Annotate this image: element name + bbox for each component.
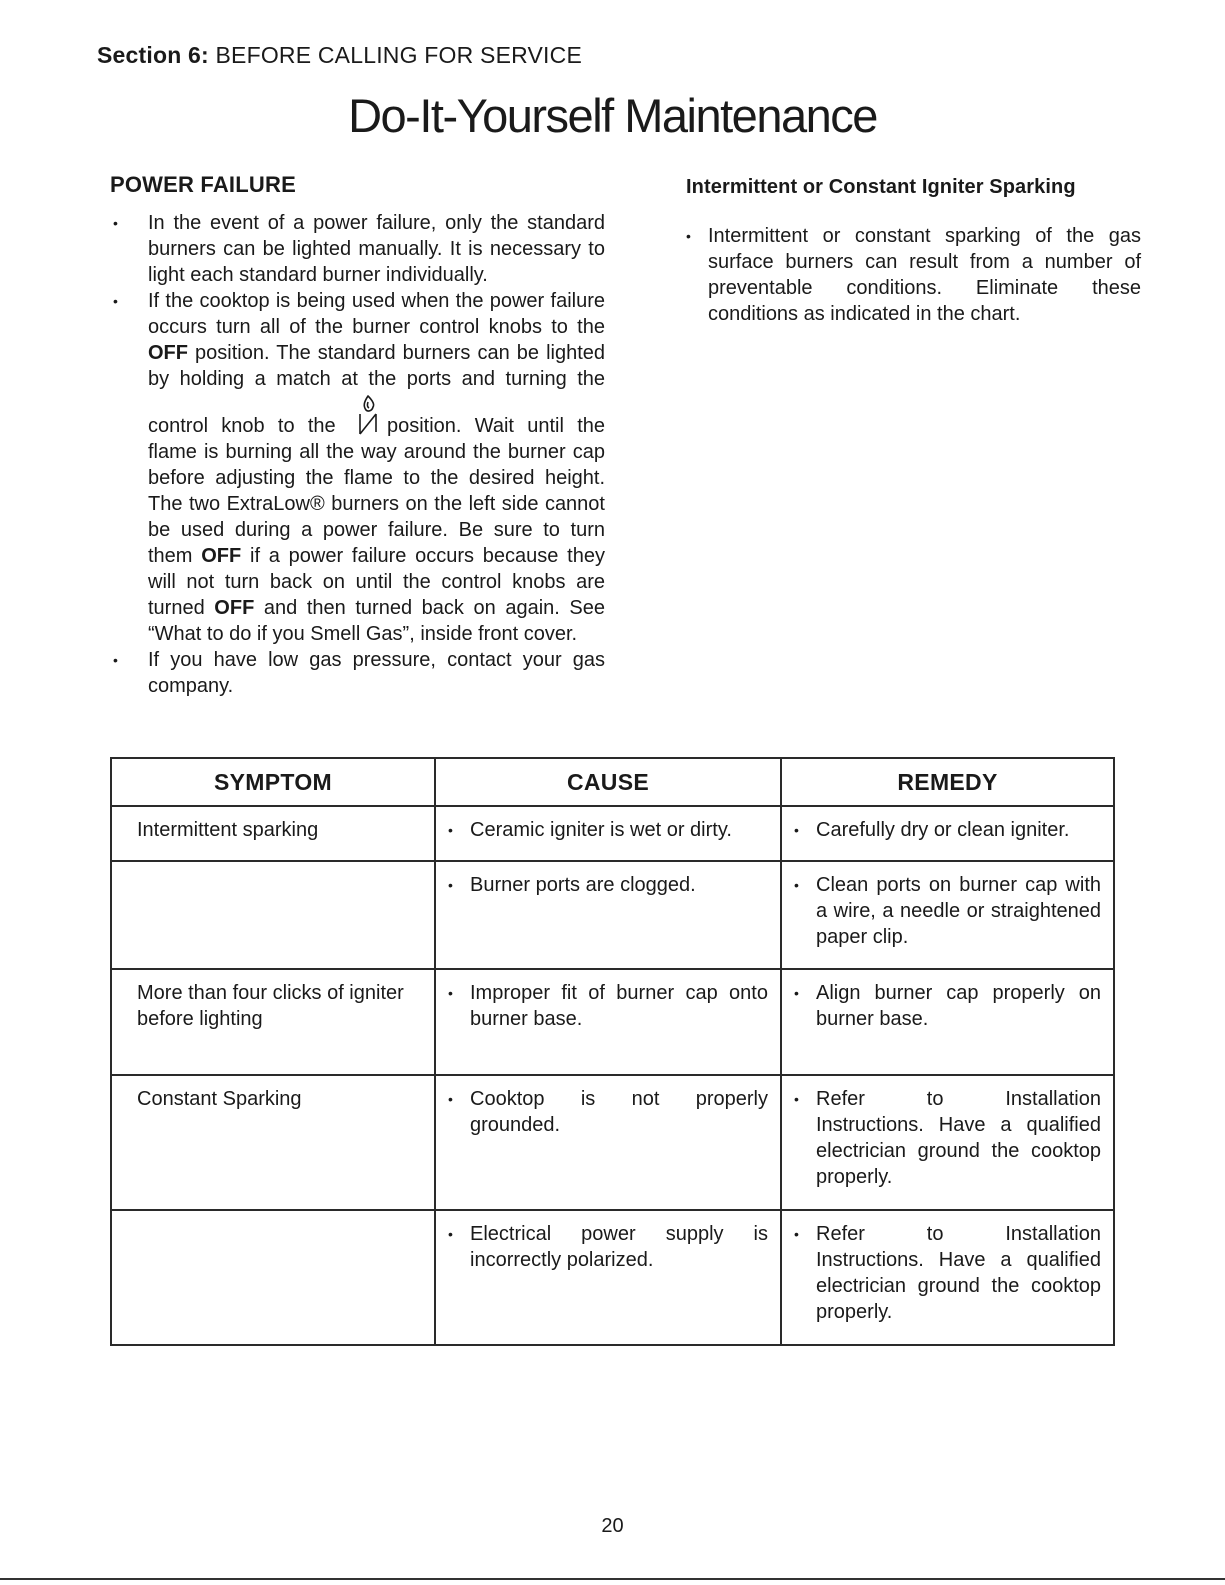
bullet-dot: • [794, 1226, 799, 1242]
cause-header: CAUSE [435, 758, 781, 806]
remedy-cell [781, 969, 1114, 1075]
symptom-cell [111, 1210, 435, 1345]
cause-cell [435, 1075, 781, 1210]
symptom-header: SYMPTOM [111, 758, 435, 806]
cause-cell [435, 861, 781, 969]
list-item [110, 647, 605, 699]
remedy-text: Align burner cap properly on burner base. [816, 982, 1101, 1030]
bullet-dot: • [686, 228, 691, 244]
bullet-dot: • [448, 822, 453, 838]
cause-text: Electrical power supply is incorrectly polarized. [470, 1223, 768, 1271]
off-keyword: OFF [201, 545, 242, 567]
cause-text: Cooktop is not properly grounded. [470, 1088, 768, 1136]
list-item [110, 210, 605, 288]
remedy-text: Clean ports on burner cap with a wire, a needle or straightened paper clip. [816, 874, 1101, 948]
igniter-sparking-heading: Intermittent or Constant Igniter Sparking [686, 176, 1076, 198]
bullet-dot: • [113, 293, 118, 309]
remedy-cell [781, 806, 1114, 861]
remedy-cell [781, 1210, 1114, 1345]
remedy-cell [781, 1075, 1114, 1210]
list-item [686, 223, 1141, 327]
bullet-dot: • [448, 1091, 453, 1107]
section-name: BEFORE CALLING FOR SERVICE [215, 42, 582, 68]
power-failure-bullet-1: In the event of a power failure, only the standard burners can be lighted manually. It is necessary to light each standard burner individually. [148, 212, 605, 286]
cause-cell [435, 969, 781, 1075]
igniter-sparking-section [686, 176, 1141, 327]
power-failure-bullet-2-text: position. Wait until the flame is burning all the way around the burner cap before adjusting the flame to the desired height. The two ExtraLow® burners on the left side cannot be used during a power failure. Be sure to turn them [148, 415, 605, 567]
remedy-header: REMEDY [781, 758, 1114, 806]
power-failure-bullet-3: If you have low gas pressure, contact your gas company. [148, 649, 605, 697]
page-title: Do-It-Yourself Maintenance [348, 89, 877, 142]
cause-cell [435, 1210, 781, 1345]
bullet-dot: • [794, 1091, 799, 1107]
off-keyword: OFF [148, 342, 188, 364]
symptom-cell: Constant Sparking [111, 1075, 435, 1210]
page-number: 20 [601, 1515, 624, 1537]
bullet-dot: • [448, 1226, 453, 1242]
chart-header-row [111, 758, 1114, 806]
bullet-dot: • [113, 215, 118, 231]
table-row [111, 806, 1114, 861]
bullet-dot: • [448, 877, 453, 893]
power-failure-section [110, 172, 605, 699]
cause-text: Ceramic igniter is wet or dirty. [470, 819, 732, 841]
cause-text: Burner ports are clogged. [470, 874, 696, 896]
bullet-dot: • [794, 985, 799, 1001]
remedy-text: Refer to Installation Instructions. Have a qualified electrician ground the cooktop properly. [816, 1223, 1101, 1323]
remedy-text: Refer to Installation Instructions. Have a qualified electrician ground the cooktop properly. [816, 1088, 1101, 1188]
bullet-dot: • [794, 877, 799, 893]
table-row [111, 1075, 1114, 1210]
power-failure-bullet-2-text: If the cooktop is being used when the power failure occurs turn all of the burner control knobs to the [148, 290, 605, 338]
bullet-dot: • [794, 822, 799, 838]
remedy-text: Carefully dry or clean igniter. [816, 819, 1070, 841]
symptom-cell: More than four clicks of igniter before lighting [111, 969, 435, 1075]
power-failure-list [110, 210, 605, 699]
table-row [111, 969, 1114, 1075]
troubleshooting-chart [110, 757, 1115, 1346]
table-row [111, 861, 1114, 969]
symptom-cell: Intermittent sparking [111, 806, 435, 861]
table-row [111, 1210, 1114, 1345]
power-failure-bullet-2-text: and then turned back on again. See “What to do if you Smell Gas”, inside front cover. [148, 597, 605, 645]
bullet-dot: • [113, 652, 118, 668]
power-failure-heading: POWER FAILURE [110, 172, 296, 197]
flame-spark-icon [350, 392, 386, 438]
igniter-sparking-list [686, 223, 1141, 327]
power-failure-bullet-2-text: if a power failure occurs because they will not turn back on until the control knobs are turned [148, 545, 605, 619]
list-item [110, 288, 605, 647]
symptom-cell [111, 861, 435, 969]
section-header [97, 42, 582, 69]
cause-cell [435, 806, 781, 861]
off-keyword: OFF [214, 597, 255, 619]
power-failure-bullet-2-text: position. The standard burners can be lighted by holding a match at the ports and turning the control knob to the [148, 342, 605, 437]
bottom-divider [0, 1578, 1225, 1580]
section-number: Section 6: [97, 42, 209, 68]
igniter-sparking-bullet: Intermittent or constant sparking of the gas surface burners can result from a number of preventable conditions. Eliminate these conditions as indicated in the chart. [708, 225, 1141, 325]
cause-text: Improper fit of burner cap onto burner base. [470, 982, 768, 1030]
remedy-cell [781, 861, 1114, 969]
bullet-dot: • [448, 985, 453, 1001]
